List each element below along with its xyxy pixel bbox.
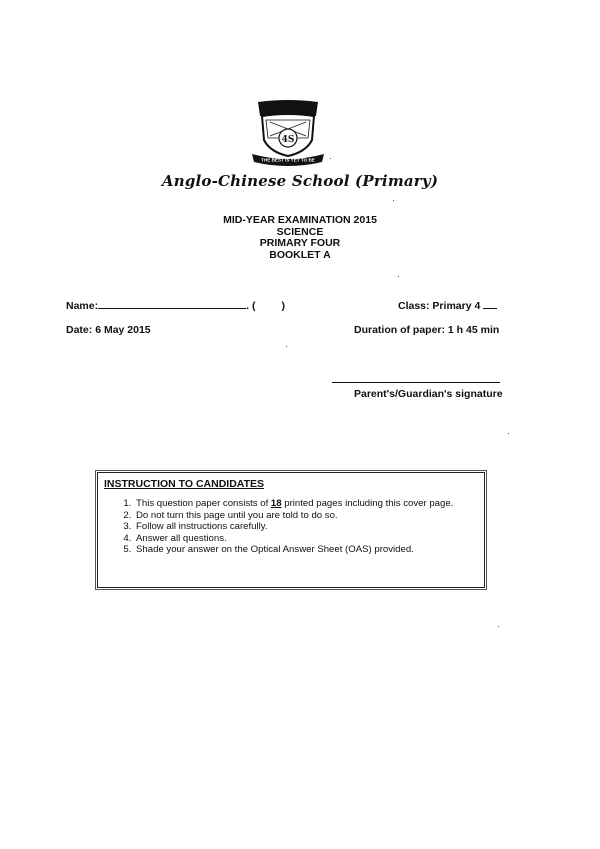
scan-speck: [393, 200, 394, 201]
signature-line[interactable]: [332, 382, 500, 383]
instruction-item: 5. Shade your answer on the Optical Answer Sheet (OAS) provided.: [134, 544, 453, 556]
name-blank[interactable]: [98, 298, 246, 309]
svg-text:4S: 4S: [281, 135, 295, 145]
scan-speck: [508, 433, 509, 434]
svg-text:THE BEST IS YET TO BE: THE BEST IS YET TO BE: [261, 157, 315, 163]
class-field: [398, 298, 497, 312]
scan-speck: [398, 276, 399, 277]
duration-value: 1 h 45 min: [447, 324, 500, 336]
page-count: 18: [270, 498, 282, 509]
exam-title: MID-YEAR EXAMINATION 2015: [223, 214, 377, 226]
instructions-list: [106, 498, 453, 556]
exam-subject: SCIENCE: [276, 225, 324, 238]
duration-field: [354, 324, 499, 336]
instruction-item: 2. Do not turn this page until you are told to do so.: [134, 510, 453, 522]
date-field: [66, 324, 151, 336]
exam-heading: [160, 215, 440, 261]
class-blank[interactable]: [483, 298, 497, 309]
instructions-box: [97, 472, 485, 588]
school-crest-logo: [248, 100, 328, 168]
scan-speck: [286, 346, 287, 347]
signature-label: Parent's/Guardian's signature: [354, 388, 503, 400]
date-value: 6 May 2015: [95, 324, 151, 336]
class-label: Class: Primary 4: [398, 300, 481, 312]
scan-speck: [330, 158, 331, 159]
school-name: Anglo-Chinese School (Primary): [161, 172, 439, 190]
index-close: ): [281, 300, 285, 312]
index-open: . (: [246, 300, 256, 312]
instructions-title: INSTRUCTION TO CANDIDATES: [104, 478, 265, 490]
exam-booklet: BOOKLET A: [269, 248, 331, 261]
name-label: Name:: [66, 300, 99, 312]
instruction-item: 1. This question paper consists of 18 printed pages including this cover page.: [134, 498, 453, 510]
scan-speck: [498, 626, 499, 627]
exam-level: PRIMARY FOUR: [259, 237, 341, 249]
duration-label: Duration of paper:: [354, 324, 445, 336]
instruction-item: 3. Follow all instructions carefully.: [134, 521, 453, 533]
instruction-item: 4. Answer all questions.: [134, 533, 453, 545]
date-label: Date:: [66, 324, 93, 336]
name-field: [66, 298, 285, 312]
